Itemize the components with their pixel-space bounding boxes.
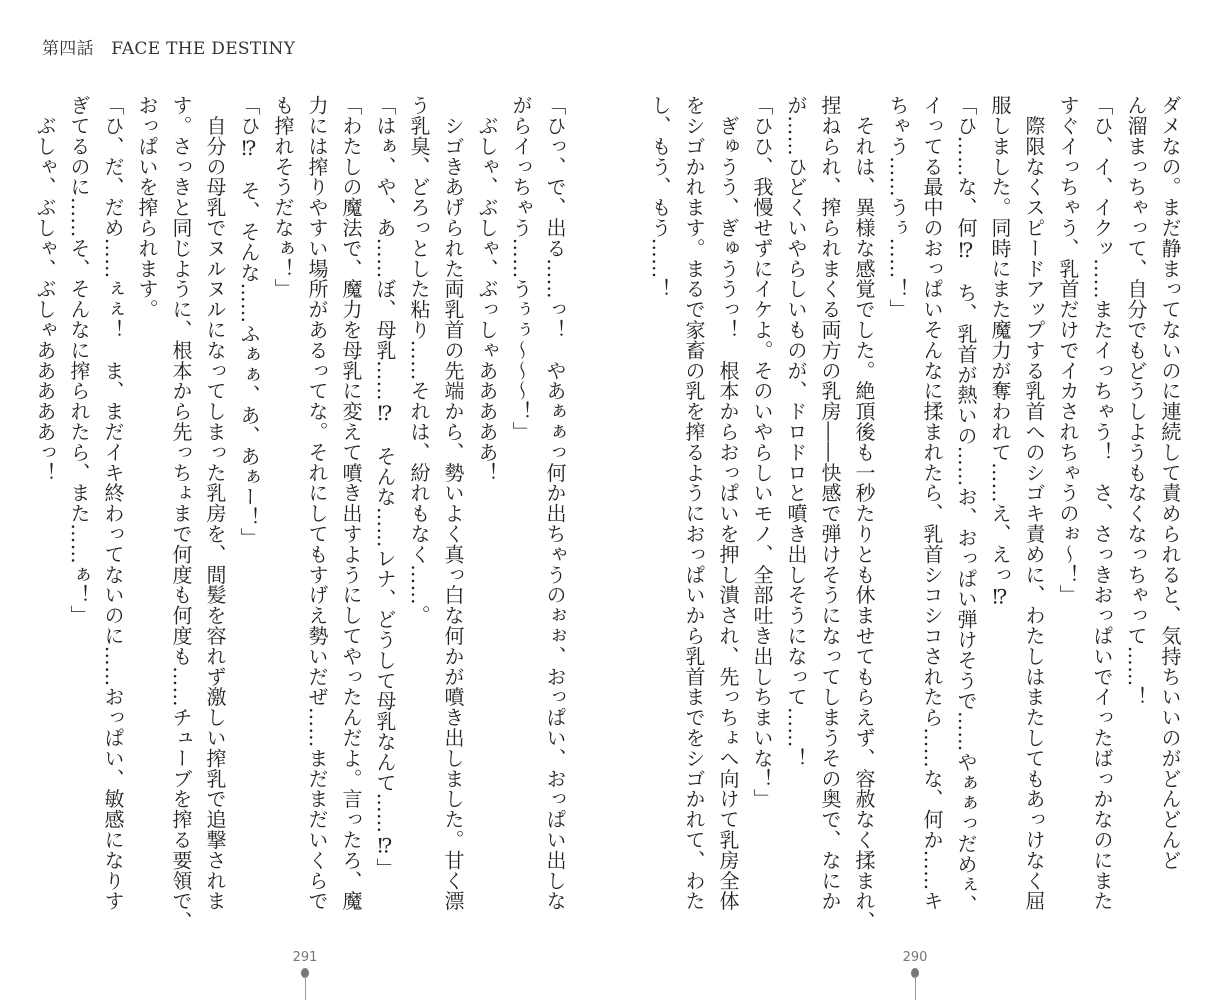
- text-column: ぶしゃ、ぶしゃ、ぶしゃあああああっ！: [33, 95, 57, 483]
- text-column: が……ひどくいやらしいものが、ドロドロと噴き出しそうになって……！: [784, 95, 808, 769]
- folio-line: [915, 976, 916, 1000]
- text-column: 「わたしの魔法で、魔力を母乳に変えて噴き出すようにしてやったんだよ。言ったろ、魔: [339, 95, 363, 911]
- page-number-right: 290: [902, 950, 928, 965]
- text-column: ぶしゃ、ぶしゃ、ぶっしゃあああああ！: [475, 95, 499, 483]
- text-column: 「はぁ、や、あ……ぼ、母乳……⁉ そんな……レナ、どうして母乳なんて……⁉」: [373, 95, 397, 879]
- text-column: し、もう、もう……！: [648, 95, 672, 299]
- text-column: ん溜まっちゃって、自分でもどうしようもなくなっちゃって……！: [1124, 95, 1148, 707]
- text-column: イってる最中のおっぱいそんなに揉まれたら、乳首シコシコされたら……な、何か……キ: [920, 95, 944, 911]
- text-column: 「ひ、イ、イクッ……またイっちゃう！ さ、さっきおっぱいでイったばっかなのにまた: [1090, 95, 1114, 911]
- text-column: それは、異様な感覚でした。絶頂後も一秒たりとも休ませてもらえず、容赦なく揉まれ、: [852, 95, 876, 932]
- text-column: 服しました。同時にまた魔力が奪われて……え、えっ⁉: [988, 95, 1012, 609]
- text-column: 「ひ、だ、だめ……ぇぇ！ ま、まだイキ終わってないのに……おっぱい、敏感になりす: [101, 95, 125, 911]
- text-column: ダメなの。まだ静まってないのに連続して責められると、気持ちいいのがどんどんど: [1158, 95, 1182, 871]
- text-column: ぎてるのに……そ、そんなに搾られたら、また……ぁ！」: [67, 95, 91, 626]
- text-column: 捏ねられ、搾られまくる両方の乳房――快感で弾けそうになってしまうその奥で、なにか: [818, 95, 842, 911]
- page-number-left: 291: [292, 950, 318, 965]
- text-column: 際限なくスピードアップする乳首へのシゴキ責めに、わたしはまたしてもあっけなく屈: [1022, 95, 1046, 911]
- right-page-text: [643, 95, 1187, 932]
- text-column: すぐイっちゃう、乳首だけでイカされちゃうのぉ〜！」: [1056, 95, 1080, 605]
- text-column: がらイっちゃう……うぅぅ〜〜〜！」: [509, 95, 533, 442]
- folio-line: [305, 976, 306, 1000]
- text-column: おっぱいを搾られます。: [135, 95, 159, 320]
- text-column: ちゃう……うぅ……！」: [886, 95, 910, 320]
- running-head: 第四話 FACE THE DESTINY: [42, 39, 296, 59]
- text-column: 「ひ⁉ そ、そんな……ふぁぁ、あ、あぁー！」: [237, 95, 261, 548]
- text-column: 力には搾りやすい場所があるってな。それにしてもすげえ勢いだぜ……まだまだいくらで: [305, 95, 329, 911]
- text-column: う乳臭、どろっとした粘り……それは、紛れもなく……。: [407, 95, 431, 626]
- left-page-text: [28, 95, 572, 932]
- text-column: ぎゅうう、ぎゅううっ！ 根本からおっぱいを押し潰され、先っちょへ向けて乳房全体: [716, 95, 740, 911]
- text-column: 「ひ……な、何⁉ ち、乳首が熱いの……お、おっぱい弾けそうで……やぁぁっだめぇ、: [954, 95, 978, 915]
- text-column: をシゴかれます。まるで家畜の乳を搾るようにおっぱいから乳首までをシゴかれて、わた: [682, 95, 706, 911]
- text-column: も搾れそうだなぁ！」: [271, 95, 295, 299]
- text-column: シゴきあげられた両乳首の先端から、勢いよく真っ白な何かが噴き出しました。甘く漂: [441, 95, 465, 911]
- text-column: す。さっきと同じように、根本から先っちょまで何度も何度も……チューブを搾る要領で、: [169, 95, 193, 932]
- text-column: 自分の母乳でヌルヌルになってしまった乳房を、間髪を容れず激しい搾乳で追撃されま: [203, 95, 227, 911]
- text-column: 「ひっ、で、出る……っ！ やあぁぁっ何か出ちゃうのぉぉ、おっぱい、おっぱい出しな: [543, 95, 567, 911]
- text-column: 「ひひ、我慢せずにイケよ。そのいやらしいモノ、全部吐き出しちまいな！」: [750, 95, 774, 809]
